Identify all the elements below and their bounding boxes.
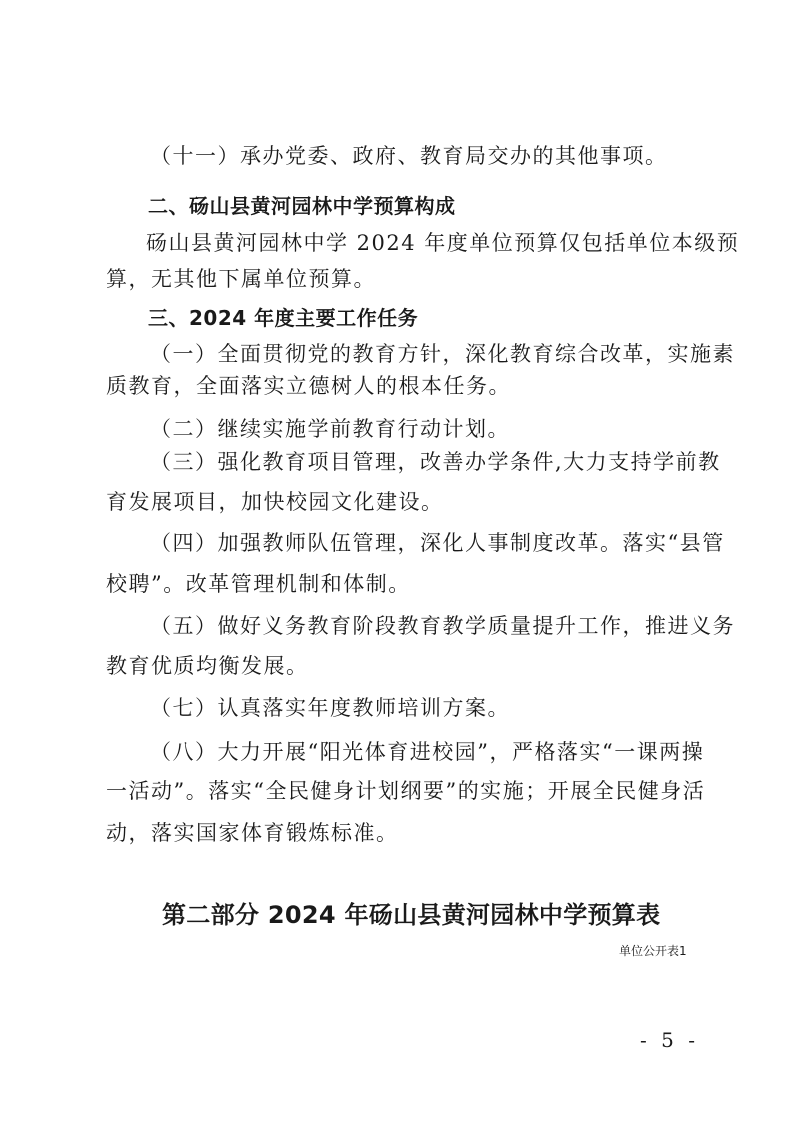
task-three-line-2: 育发展项目，加快校园文化建设。 — [106, 490, 444, 514]
task-seven-text: （七）认真落实年度教师培训方案。 — [150, 696, 510, 720]
task-eight-line-2: 一活动”。落实“全民健身计划纲要”的实施；开展全民健身活 — [106, 779, 706, 803]
task-five-line-2: 教育优质均衡发展。 — [106, 654, 309, 678]
task-three-line-1: （三）强化教育项目管理，改善办学条件,大力支持学前教 — [150, 450, 721, 474]
table-label: 单位公开表1 — [619, 944, 687, 958]
section-heading-main-tasks: 三、2024 年度主要工作任务 — [148, 306, 419, 330]
budget-composition-paragraph-line-2: 算，无其他下属单位预算。 — [106, 267, 376, 291]
item-eleven-text: （十一）承办党委、政府、教育局交办的其他事项。 — [150, 144, 668, 168]
section-heading-budget-composition: 二、砀山县黄河园林中学预算构成 — [148, 194, 456, 218]
task-four-line-1: （四）加强教师队伍管理，深化人事制度改革。落实“县管 — [150, 531, 725, 555]
page-number: - 5 - — [640, 1028, 699, 1052]
task-four-line-2: 校聘”。改革管理机制和体制。 — [106, 572, 411, 596]
task-two-text: （二）继续实施学前教育行动计划。 — [150, 417, 510, 441]
task-eight-line-3: 动，落实国家体育锻炼标准。 — [106, 821, 399, 845]
task-eight-line-1: （八）大力开展“阳光体育进校园”，严格落实“一课两操 — [150, 740, 705, 764]
task-one-line-2: 质教育，全面落实立德树人的根本任务。 — [106, 374, 511, 398]
task-five-line-1: （五）做好义务教育阶段教育教学质量提升工作，推进义务 — [150, 614, 735, 638]
task-one-line-1: （一）全面贯彻党的教育方针，深化教育综合改革，实施素 — [150, 342, 735, 366]
budget-composition-paragraph-line-1: 砀山县黄河园林中学 2024 年度单位预算仅包括单位本级预 — [146, 231, 740, 255]
part-two-title: 第二部分 2024 年砀山县黄河园林中学预算表 — [162, 901, 661, 929]
